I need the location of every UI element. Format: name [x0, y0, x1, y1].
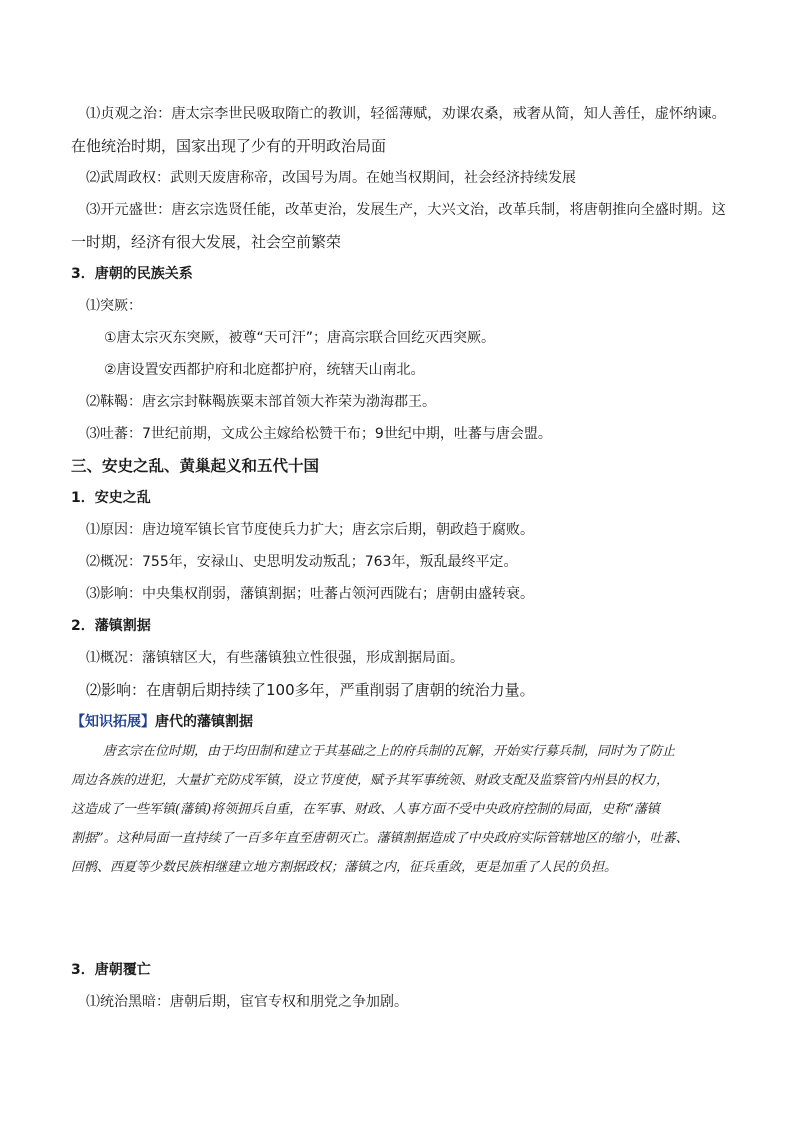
subheading-anshi-rebellion: 1．安史之乱 — [71, 490, 151, 506]
extension-line: 回鹘、西夏等少数民族相继建立地方割据政权；藩镇之内，征兵重敛，更是加重了人民的负担。 — [71, 860, 618, 875]
extension-paragraph — [71, 737, 689, 882]
text-line: ⑴统治黑暗：唐朝后期，宦官专权和朋党之争加剧。 — [86, 994, 408, 1010]
subheading-fanzhen: 2．藩镇割据 — [71, 618, 151, 634]
text-line: ⑶开元盛世：唐玄宗选贤任能，改革吏治，发展生产，大兴文治，改革兵制，将唐朝推向全盛时期。这 — [86, 202, 726, 218]
text-line: ⑵影响：在唐朝后期持续了100多年，严重削弱了唐朝的统治力量。 — [86, 681, 535, 699]
text-line: ⑴原因：唐边境军镇长官节度使兵力扩大；唐玄宗后期，朝政趋于腐败。 — [86, 522, 534, 538]
subheading-minority-relations: 3．唐朝的民族关系 — [71, 266, 193, 282]
extension-heading — [71, 712, 253, 732]
text-line: 一时期，经济有很大发展，社会空前繁荣 — [71, 233, 342, 251]
extension-line: 唐玄宗在位时期，由于均田制和建立于其基础之上的府兵制的瓦解，开始实行募兵制，同时为了防止 — [103, 744, 676, 759]
text-line: ⑴突厥： — [86, 298, 142, 314]
extension-line: 割据”。这种局面一直持续了一百多年直至唐朝灭亡。藩镇割据造成了中央政府实际管辖地区的缩小，吐蕃、 — [71, 831, 689, 846]
text-line: ⑵武周政权：武则天废唐称帝，改国号为周。在她当权期间，社会经济持续发展 — [86, 170, 576, 186]
text-line: ⑴贞观之治：唐太宗李世民吸取隋亡的教训，轻徭薄赋，劝课农桑，戒奢从简，知人善任，虚怀纳谏。 — [86, 106, 726, 122]
text-line: ②唐设置安西都护府和北庭都护府，统辖天山南北。 — [104, 362, 425, 378]
section-heading: 三、安史之乱、黄巢起义和五代十国 — [71, 457, 320, 475]
text-line: ⑶吐蕃：7世纪前期，文成公主嫁给松赞干布；9世纪中期，吐蕃与唐会盟。 — [86, 426, 552, 442]
text-line: ①唐太宗灭东突厥，被尊“天可汗”；唐高宗联合回纥灭西突厥。 — [104, 330, 496, 346]
text-line: ⑴概况：藩镇辖区大，有些藩镇独立性很强，形成割据局面。 — [86, 650, 464, 666]
text-line: ⑵靺鞨：唐玄宗封靺鞨族粟末部首领大祚荣为渤海郡王。 — [86, 394, 436, 410]
text-line: ⑶影响：中央集权削弱，藩镇割据；吐蕃占领河西陇右；唐朝由盛转衰。 — [86, 586, 534, 602]
text-line: 在他统治时期，国家出现了少有的开明政治局面 — [71, 137, 387, 155]
extension-line: 这造成了一些军镇(藩镇)将领拥兵自重，在军事、财政、人事方面不受中央政府控制的局面，史称“藩镇 — [71, 802, 660, 817]
extension-line: 周边各族的进犯，大量扩充防戍军镇，设立节度使，赋予其军事统领、财政支配及监察管内州县的权力， — [71, 773, 670, 788]
text-line: ⑵概况：755年，安禄山、史思明发动叛乱；763年，叛乱最终平定。 — [86, 554, 518, 570]
extension-tag: 【知识拓展】 — [71, 714, 155, 730]
extension-title: 唐代的藩镇割据 — [155, 714, 253, 730]
subheading-tang-fall: 3．唐朝覆亡 — [71, 962, 151, 978]
